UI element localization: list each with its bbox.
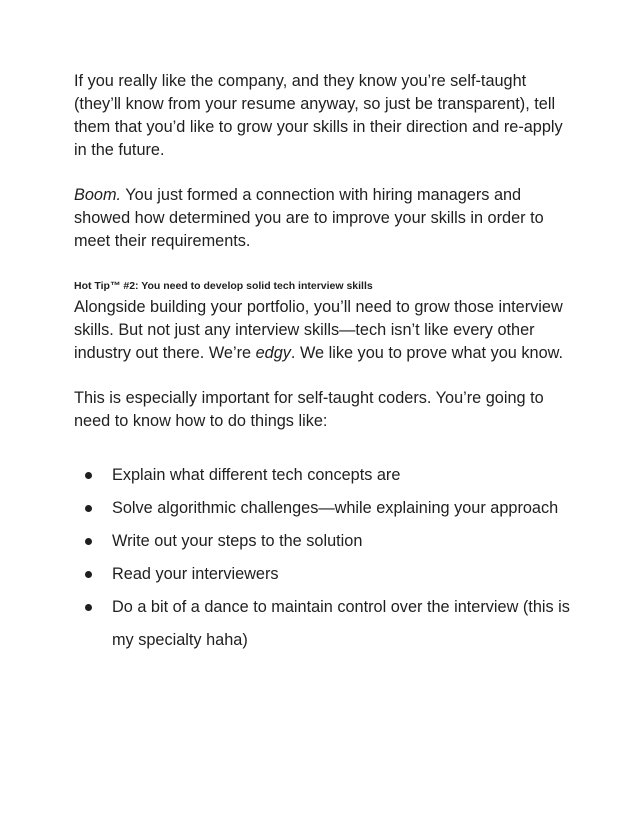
list-item bbox=[74, 525, 574, 558]
list-item bbox=[74, 459, 574, 492]
list-item-text: Solve algorithmic challenges—while explaining your approach bbox=[112, 499, 559, 517]
paragraph-reapply: If you really like the company, and they know you’re self-taught (they’ll know from your resume anyway, so just be transparent), tell them that you’d like to grow your skills in their direction and re-apply in the future. bbox=[74, 72, 563, 159]
bullet-icon bbox=[85, 604, 92, 611]
list-item-text: Write out your steps to the solution bbox=[112, 532, 363, 550]
paragraph-portfolio bbox=[74, 296, 574, 365]
portfolio-text-1: Alongside building your portfolio, you’ll need to grow those interview skills. But not just any interview skills—tech isn’t like every other industry out there. We’re bbox=[74, 298, 563, 362]
list-item bbox=[74, 558, 574, 591]
bullet-icon bbox=[85, 505, 92, 512]
boom-emphasis: Boom. bbox=[74, 186, 122, 204]
list-item-text: Explain what different tech concepts are bbox=[112, 466, 401, 484]
list-item-text: Do a bit of a dance to maintain control over the interview (this is my specialty haha) bbox=[112, 598, 570, 649]
list-item-text: Read your interviewers bbox=[112, 565, 279, 583]
paragraph-self-taught: This is especially important for self-taught coders. You’re going to need to know how to do things like: bbox=[74, 389, 544, 430]
list-item bbox=[74, 492, 574, 525]
edgy-emphasis: edgy bbox=[255, 344, 291, 362]
bullet-icon bbox=[85, 571, 92, 578]
skills-list bbox=[74, 459, 574, 657]
portfolio-text-2: . We like you to prove what you know. bbox=[290, 344, 564, 362]
bullet-icon bbox=[85, 472, 92, 479]
section-heading: Hot Tip™ #2: You need to develop solid tech interview skills bbox=[74, 280, 373, 292]
boom-rest: You just formed a connection with hiring managers and showed how determined you are to improve your skills in order to meet their requirements. bbox=[74, 186, 544, 250]
list-item bbox=[74, 591, 574, 657]
document-page bbox=[74, 70, 574, 657]
paragraph-boom bbox=[74, 184, 574, 253]
bullet-icon bbox=[85, 538, 92, 545]
